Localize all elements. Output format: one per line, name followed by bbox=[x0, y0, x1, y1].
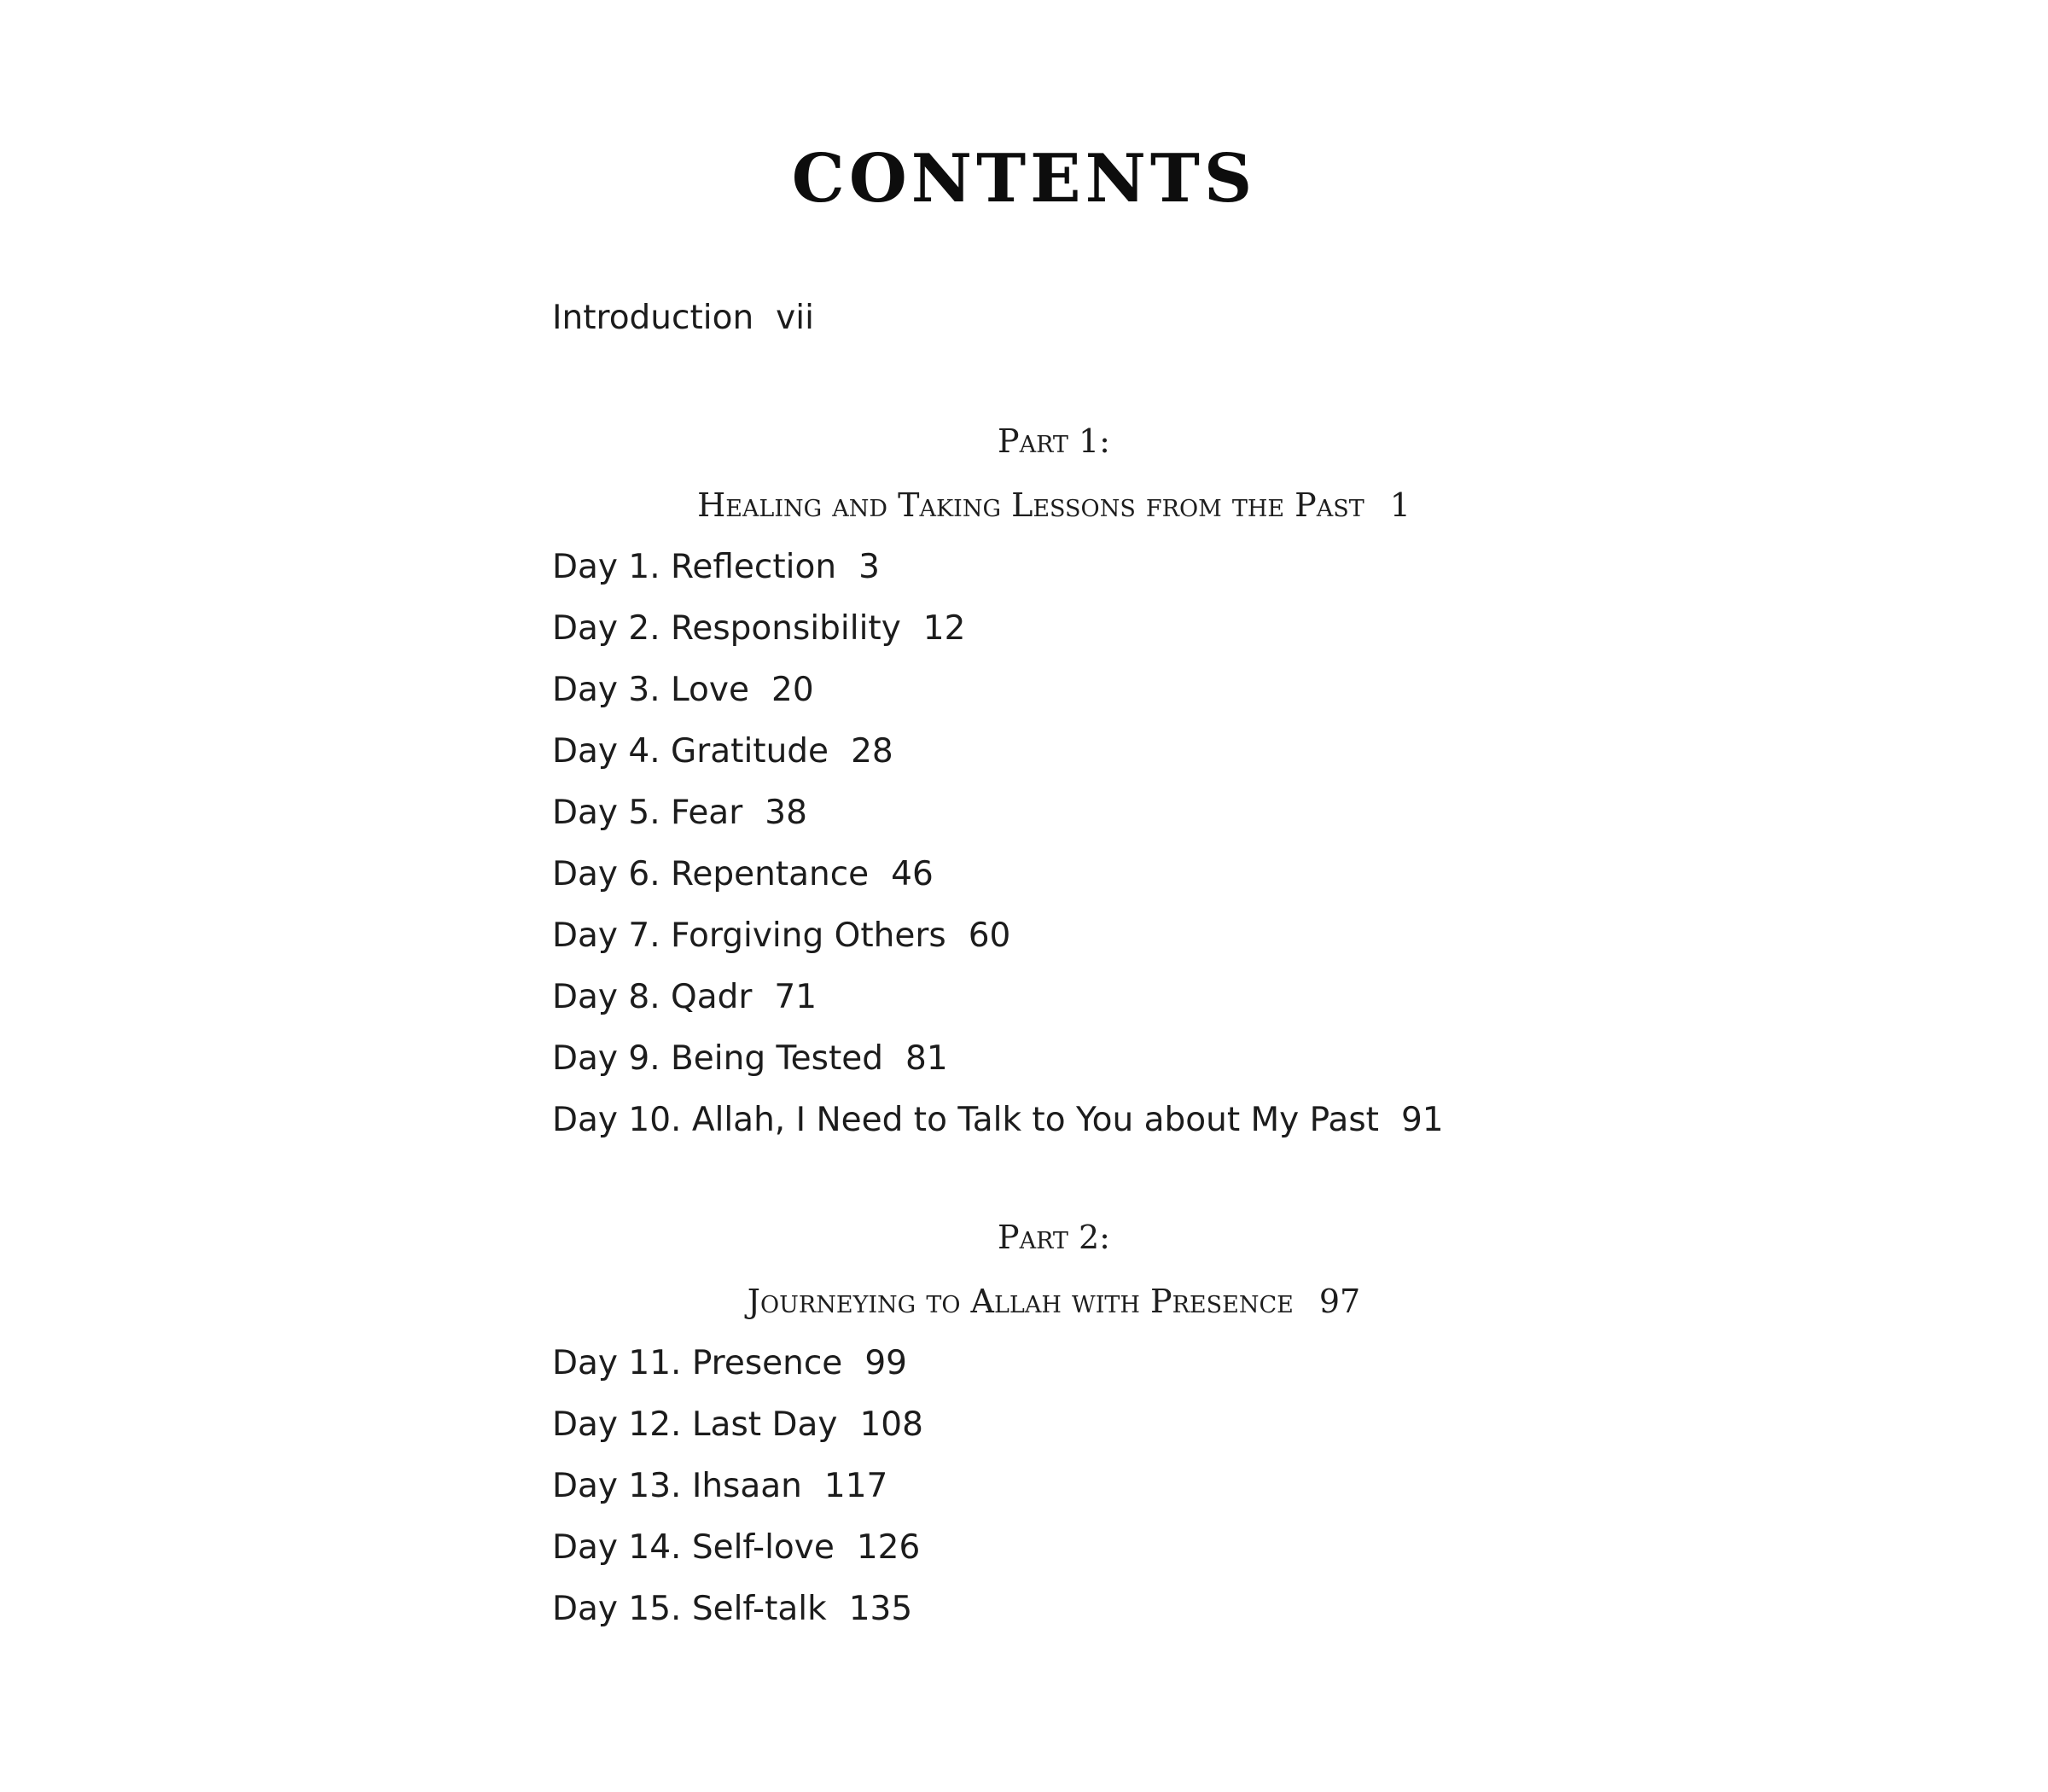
part-title: Journeying to Allah with Presence bbox=[747, 1283, 1294, 1320]
toc-entry-page: 108 bbox=[859, 1405, 923, 1444]
part-label: Part 1: bbox=[998, 422, 1110, 460]
toc-entry bbox=[552, 1035, 948, 1083]
toc-entry bbox=[552, 666, 814, 714]
toc-entry-label: Day 7. Forgiving Others bbox=[552, 916, 946, 955]
toc-entry bbox=[552, 851, 934, 899]
toc-entry-page: 81 bbox=[905, 1039, 948, 1078]
toc-entry-label: Day 1. Reflection bbox=[552, 548, 837, 586]
toc-entry-page: 117 bbox=[823, 1467, 888, 1505]
toc-entry bbox=[552, 728, 893, 776]
toc-entry bbox=[552, 605, 965, 653]
toc-entry-page: 20 bbox=[771, 671, 814, 709]
toc-entry bbox=[552, 1524, 920, 1572]
toc-entry-page: 126 bbox=[856, 1528, 921, 1567]
toc-entry-label: Day 9. Being Tested bbox=[552, 1039, 884, 1078]
toc-entry bbox=[552, 1585, 912, 1633]
toc-entry-page: 46 bbox=[891, 855, 934, 893]
toc-entry-label: Day 8. Qadr bbox=[552, 978, 753, 1016]
toc-entry-page: 60 bbox=[968, 916, 1011, 955]
toc-entry-label: Day 10. Allah, I Need to Talk to You about My Past bbox=[552, 1101, 1379, 1139]
toc-entry-page: 135 bbox=[848, 1590, 913, 1628]
toc-entry-label: Day 13. Ihsaan bbox=[552, 1467, 802, 1505]
toc-entry-page: 3 bbox=[858, 548, 880, 586]
toc-entry-introduction bbox=[552, 294, 814, 342]
toc-entry-page: 38 bbox=[765, 794, 807, 832]
toc-entry-label: Day 11. Presence bbox=[552, 1344, 843, 1382]
toc-entry bbox=[552, 789, 807, 837]
toc-entry-label: Day 5. Fear bbox=[552, 794, 743, 832]
part-heading bbox=[0, 1279, 2048, 1324]
toc-entry-label: Day 4. Gratitude bbox=[552, 732, 829, 771]
toc-entry-page: 12 bbox=[922, 609, 966, 648]
toc-entry-label: Day 2. Responsibility bbox=[552, 609, 901, 648]
toc-entry-label: Day 6. Repentance bbox=[552, 855, 870, 893]
toc-entry-page: vii bbox=[776, 299, 814, 337]
part-page: 1 bbox=[1389, 486, 1411, 524]
part-label: Part 2: bbox=[998, 1219, 1110, 1256]
toc-entry-page: 28 bbox=[851, 732, 893, 771]
toc-entry bbox=[552, 544, 880, 591]
toc-entry bbox=[552, 1463, 887, 1510]
toc-entry-label: Day 12. Last Day bbox=[552, 1405, 838, 1444]
toc-entry bbox=[552, 1401, 923, 1449]
toc-entry-label: Day 3. Love bbox=[552, 671, 749, 709]
toc-entry bbox=[552, 1097, 1444, 1144]
toc-entry bbox=[552, 974, 817, 1021]
toc-entry bbox=[552, 912, 1010, 960]
toc-entry-label: Day 14. Self-love bbox=[552, 1528, 835, 1567]
toc-entry-page: 99 bbox=[864, 1344, 907, 1382]
part-page: 97 bbox=[1318, 1283, 1361, 1320]
toc-entry bbox=[552, 1340, 907, 1388]
page-title: CONTENTS bbox=[791, 140, 1257, 218]
toc-entry-label: Introduction bbox=[552, 299, 754, 337]
toc-entry-page: 91 bbox=[1400, 1101, 1444, 1139]
toc-entry-page: 71 bbox=[774, 978, 817, 1016]
part-title: Healing and Taking Lessons from the Past bbox=[697, 486, 1364, 524]
part-heading bbox=[0, 483, 2048, 527]
toc-entry-label: Day 15. Self-talk bbox=[552, 1590, 827, 1628]
